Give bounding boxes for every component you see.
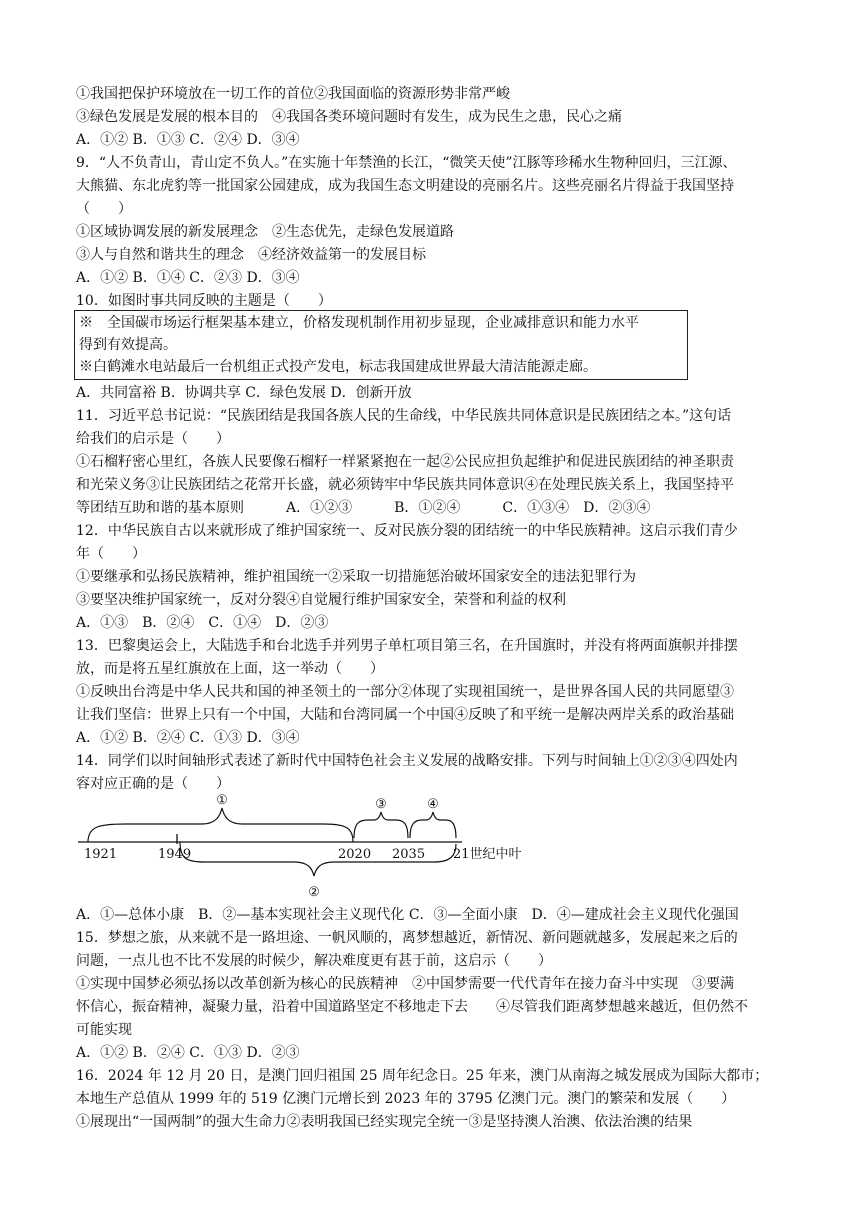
brace-1	[88, 808, 353, 842]
answer-blank: （ ）	[76, 201, 132, 217]
option-line: ①要继承和弘扬民族精神，维护祖国统一②采取一切措施惩治破坏国家安全的违法犯罪行为	[76, 569, 636, 585]
answer-options: A．①③ B．②④ C．①④ D．②③	[76, 615, 329, 631]
answer-options: A．①② B．②④ C．①③ D．③④	[76, 730, 300, 746]
option-line: 怀信心，振奋精神，凝聚力量，沿着中国道路坚定不移地走下去 ④尽管我们距离梦想越来越近，但仍然不	[76, 999, 748, 1015]
timeline-label: 2035	[392, 847, 426, 862]
news-item: ※ 全国碳市场运行框架基本建立，价格发现机制作用初步显现，企业减排意识和能力水平	[79, 315, 639, 331]
timeline-label: 1921	[84, 847, 118, 862]
text-line: 大熊猫、东北虎豹等一批国家公园建成，成为我国生态文明建设的亮丽名片。这些亮丽名片得益于我国坚持	[76, 178, 734, 194]
question-14: 14．同学们以时间轴形式表述了新时代中国特色社会主义发展的战略安排。下列与时间轴上①②③④四处内	[76, 753, 738, 769]
brace-4	[410, 812, 456, 838]
option-line: ①实现中国梦必须弘扬以改革创新为核心的民族精神 ②中国梦需要一代代青年在接力奋斗中实现 ③要满	[76, 976, 734, 992]
answer-options: A．①—总体小康 B．②—基本实现社会主义现代化 C．③—全面小康 D．④—建成社会主义现代化强国	[76, 907, 739, 923]
timeline-label: 2020	[338, 847, 372, 862]
question-12: 12．中华民族自古以来就形成了维护国家统一、反对民族分裂的团结统一的中华民族精神。这启示我们青少	[76, 523, 738, 539]
text-line: ①我国把保护环境放在一切工作的首位②我国面临的资源形势非常严峻	[76, 86, 510, 102]
answer-options: A．①② B．①④ C．②③ D．③④	[76, 270, 300, 286]
option-line: ①石榴籽密心里红，各族人民要像石榴籽一样紧紧抱在一起②公民应担负起维护和促进民族团结的神圣职责	[76, 454, 734, 470]
timeline-mark: ③	[375, 797, 387, 812]
option-line: ①反映出台湾是中华人民共和国的神圣领土的一部分②体现了实现祖国统一，是世界各国人民的共同愿望③	[76, 684, 734, 700]
option-line: 和光荣义务③让民族团结之花常开长盛，就必须铸牢中华民族共同体意识④在处理民族关系上，我国坚持平	[76, 477, 734, 493]
timeline-label: 1949	[158, 847, 192, 862]
timeline-mark: ①	[216, 793, 228, 808]
text-line: 容对应正确的是（ ）	[76, 776, 230, 792]
answer-options: A．共同富裕 B．协调共享 C．绿色发展 D．创新开放	[76, 385, 412, 401]
news-item-cont: 得到有效提高。	[79, 337, 177, 353]
text-line: 放，而是将五星红旗放在上面，这一举动（ ）	[76, 661, 384, 677]
question-9: 9．“人不负青山，青山定不负人。”在实施十年禁渔的长江，“微笑天使”江豚等珍稀水生物种回归，三江源、	[76, 155, 737, 171]
option-line: ③人与自然和谐共生的理念 ④经济效益第一的发展目标	[76, 247, 426, 263]
option-line: ①展现出“一国两制”的强大生命力②表明我国已经实现完全统一③是坚持澳人治澳、依法治澳的结果	[76, 1114, 693, 1130]
text-line: ③绿色发展是发展的根本目的 ④我国各类环境问题时有发生，成为民生之患，民心之痛	[76, 109, 622, 125]
timeline-mark: ②	[308, 885, 320, 900]
answer-options: A．①② B．②④ C．①③ D．②③	[76, 1045, 300, 1061]
news-item: ※白鹤滩水电站最后一台机组正式投产发电，标志我国建成世界最大清洁能源走廊。	[79, 359, 597, 375]
timeline-mark: ④	[427, 797, 439, 812]
text-line: 本地生产总值从 1999 年的 519 亿澳门元增长到 2023 年的 3795 亿澳门元。澳门的繁荣和发展（ ）	[76, 1091, 736, 1107]
text-line: 给我们的启示是（ ）	[76, 431, 230, 447]
news-box	[74, 310, 688, 380]
timeline-diagram	[70, 786, 530, 906]
answer-options: A．①② B．①③ C．②④ D．③④	[76, 132, 300, 148]
option-line: 可能实现	[76, 1022, 132, 1038]
brace-3	[354, 812, 408, 838]
option-line: ③要坚决维护国家统一，反对分裂④自觉履行维护国家安全，荣誉和利益的权利	[76, 592, 566, 608]
question-15: 15．梦想之旅，从来就不是一路坦途、一帆风顺的，离梦想越近，新情况、新问题就越多，发展起来之后的	[76, 930, 738, 946]
option-line: 等团结互助和谐的基本原则 A．①②③ B．①②④ C．①③④ D．②③④	[76, 500, 651, 516]
question-10: 10．如图时事共同反映的主题是（ ）	[76, 293, 332, 309]
question-11: 11．习近平总书记说：“民族团结是我国各族人民的生命线，中华民族共同体意识是民族团结之本。”这句话	[76, 408, 732, 424]
text-line: 年（ ）	[76, 546, 146, 562]
option-line: 让我们坚信：世界上只有一个中国，大陆和台湾同属一个中国④反映了和平统一是解决两岸关系的政治基础	[76, 707, 734, 723]
timeline-label: 21世纪中叶	[453, 847, 522, 862]
text-line: 问题，一点儿也不比不发展的时候少，解决难度更有甚于前，这启示（ ）	[76, 953, 552, 969]
option-line: ①区域协调发展的新发展理念 ②生态优先，走绿色发展道路	[76, 224, 454, 240]
question-13: 13．巴黎奥运会上，大陆选手和台北选手并列男子单杠项目第三名，在升国旗时，并没有将两面旗帜并排摆	[76, 638, 738, 654]
question-16: 16．2024 年 12 月 20 日，是澳门回归祖国 25 周年纪念日。25 年来，澳门从南海之城发展成为国际大都市；	[76, 1068, 769, 1084]
